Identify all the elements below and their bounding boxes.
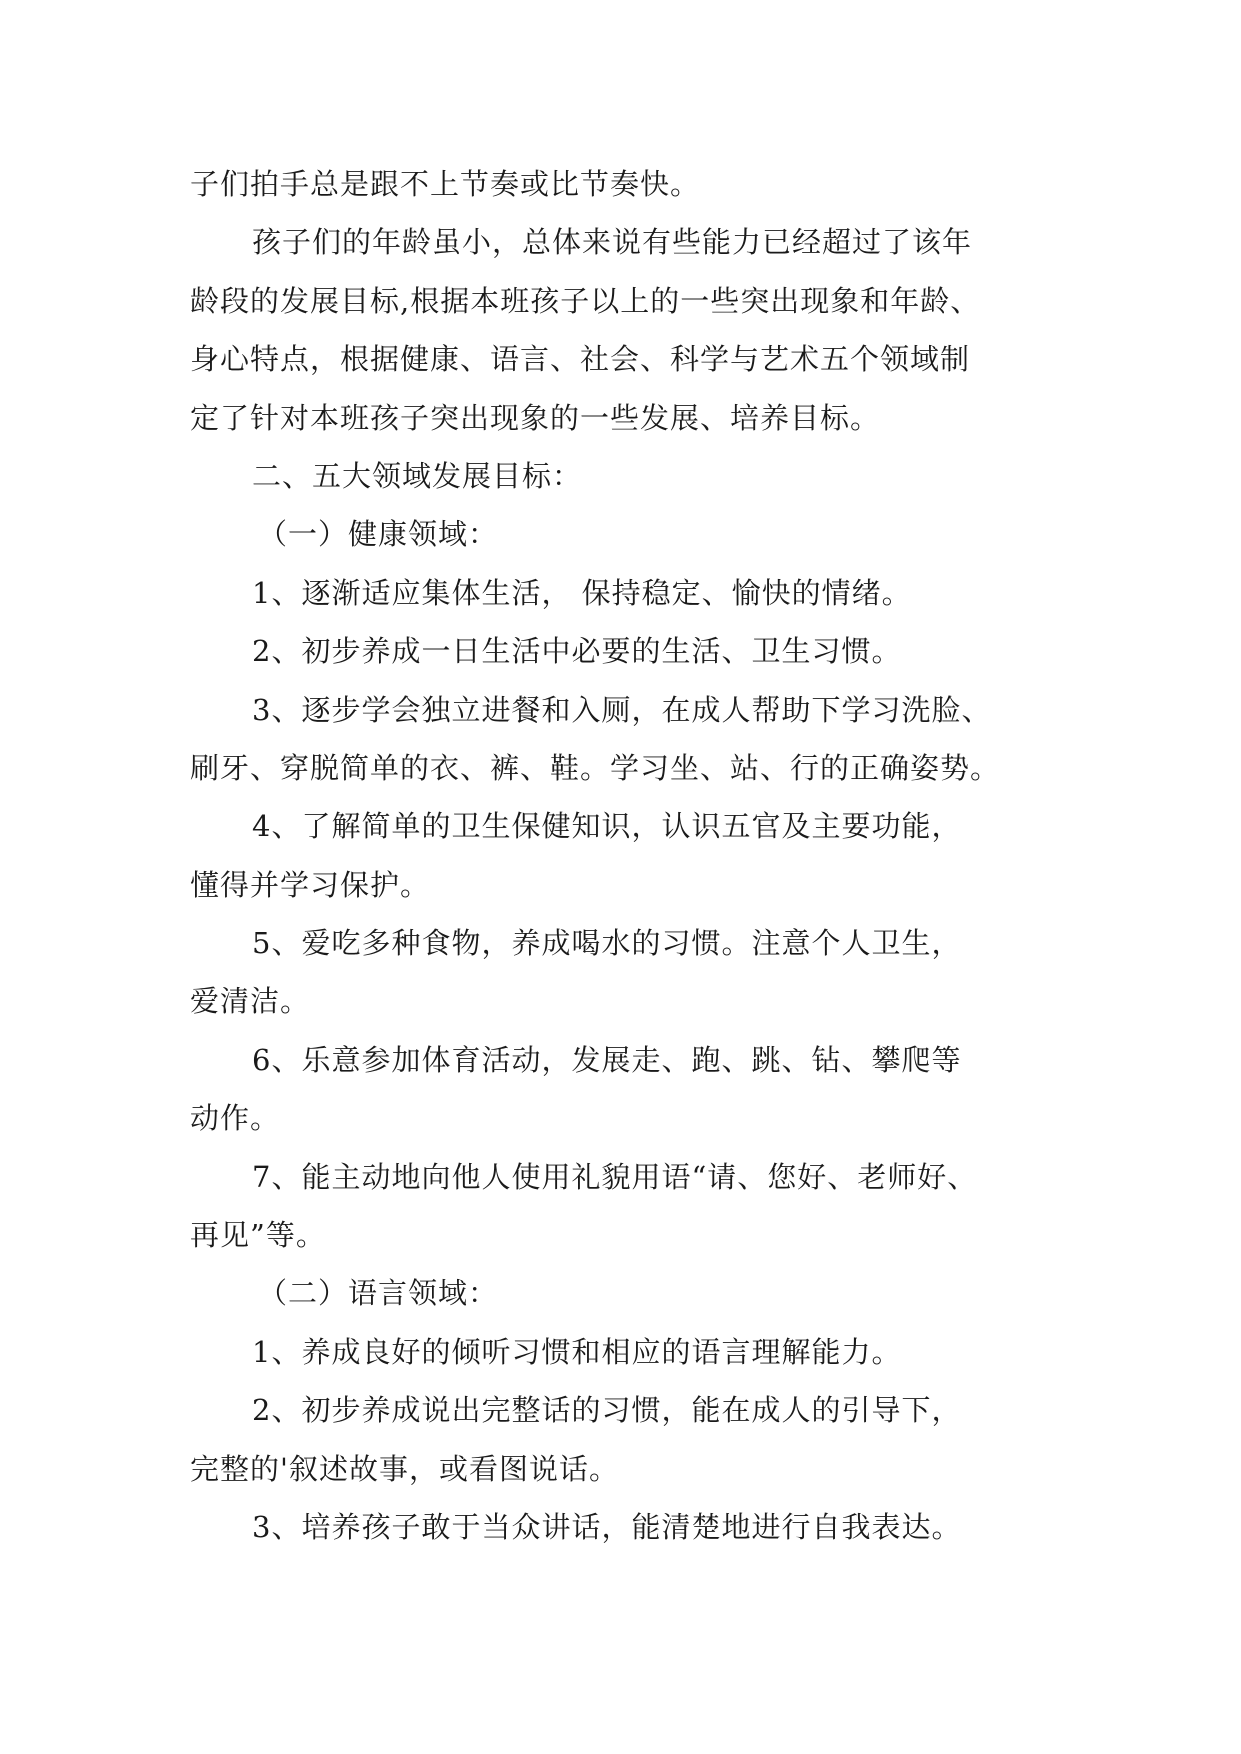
section-heading: 二、五大领域发展目标： [252, 458, 583, 493]
list-item: 3、逐步学会独立进餐和入厕，在成人帮助下学习洗脸、 [252, 692, 992, 727]
list-item: 1、养成良好的倾听习惯和相应的语言理解能力。 [252, 1334, 902, 1369]
text-line: 懂得并学习保护。 [190, 867, 431, 902]
text-line: 子们拍手总是跟不上节奏或比节奏快。 [190, 167, 701, 201]
list-item: 3、培养孩子敢于当众讲话，能清楚地进行自我表达。 [252, 1509, 962, 1544]
list-item: 4、了解简单的卫生保健知识，认识五官及主要功能， [252, 809, 962, 844]
list-item: 5、爱吃多种食物，养成喝水的习惯。注意个人卫生， [252, 926, 962, 961]
text-line: 身心特点，根据健康、语言、社会、科学与艺术五个领域制 [190, 342, 971, 377]
text-line: 完整的'叙述故事，或看图说话。 [190, 1451, 619, 1486]
list-item: 2、初步养成一日生活中必要的生活、卫生习惯。 [252, 634, 902, 669]
text-line: 爱清洁。 [190, 984, 311, 1019]
subsection-heading-health: （一）健康领域： [258, 517, 499, 552]
text-line: 定了针对本班孩子突出现象的一些发展、培养目标。 [190, 400, 881, 435]
paragraph-line: 孩子们的年龄虽小，总体来说有些能力已经超过了该年 [252, 225, 973, 260]
list-item: 6、乐意参加体育活动，发展走、跑、跳、钻、攀爬等 [252, 1042, 962, 1077]
document-body [190, 155, 1090, 1556]
list-item: 2、初步养成说出完整话的习惯，能在成人的引导下， [252, 1393, 962, 1428]
text-line: 动作。 [190, 1101, 281, 1136]
text-line: 龄段的发展目标,根据本班孩子以上的一些突出现象和年龄、 [190, 283, 981, 318]
text-line: 再见”等。 [190, 1218, 326, 1253]
list-item: 1、逐渐适应集体生活， 保持稳定、愉快的情绪。 [252, 575, 912, 610]
text-line: 刷牙、穿脱简单的衣、裤、鞋。学习坐、站、行的正确姿势。 [190, 750, 1001, 785]
subsection-heading-language: （二）语言领域： [258, 1276, 499, 1311]
list-item: 7、能主动地向他人使用礼貌用语“请、您好、老师好、 [252, 1159, 978, 1194]
